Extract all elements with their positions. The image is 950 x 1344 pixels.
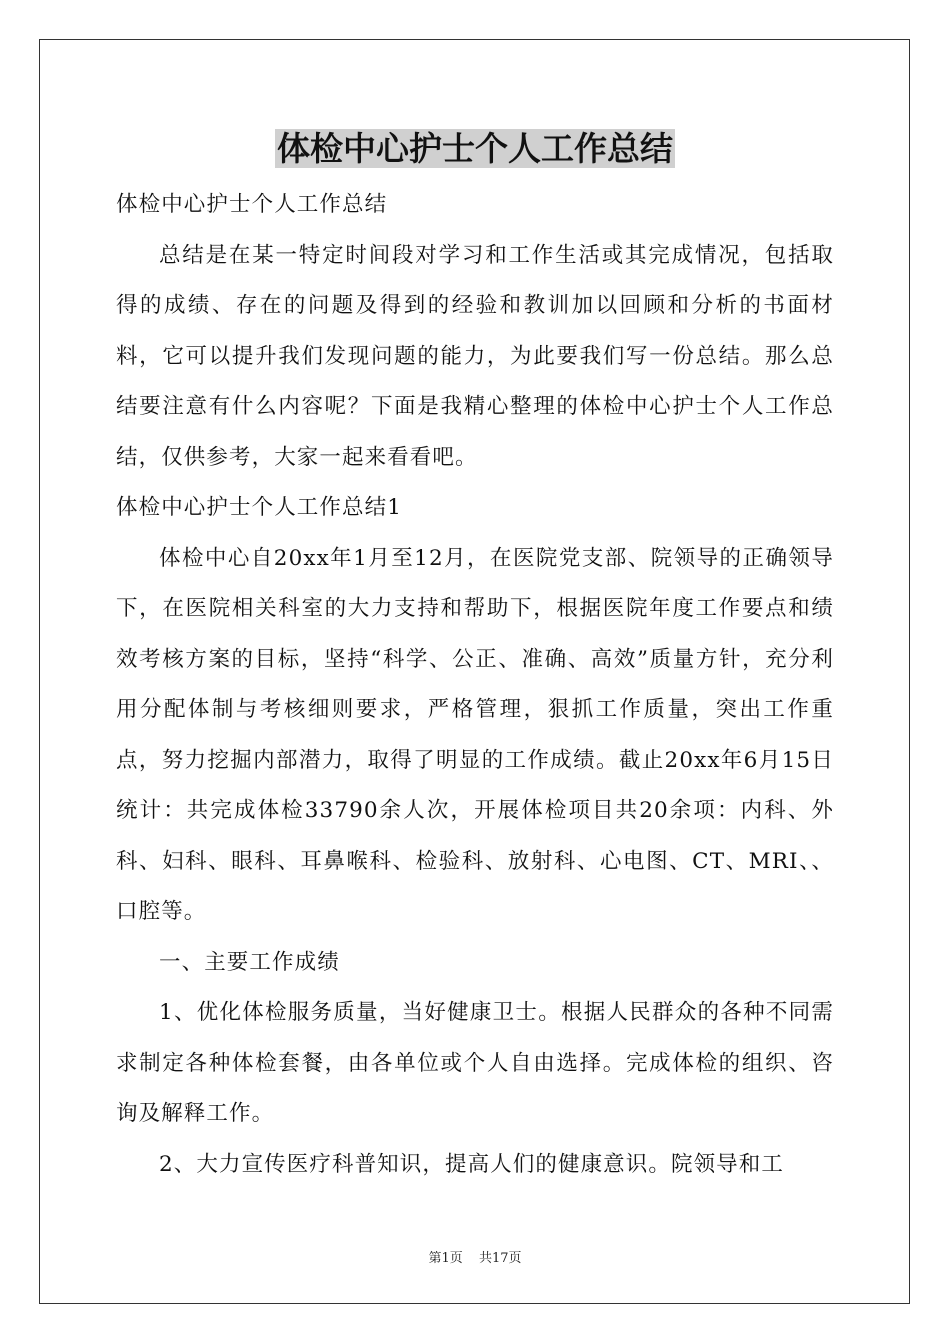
paragraph-5: 1、优化体检服务质量，当好健康卫士。根据人民群众的各种不同需求制定各种体检套餐，由各单位或个人自由选择。完成体检的组织、咨询及解释工作。	[116, 1000, 834, 1126]
page-number: 第1页	[428, 1251, 463, 1266]
paragraph-6: 2、大力宣传医疗科普知识，提高人们的健康意识。院领导和工	[159, 1151, 784, 1177]
document-title-text: 体检中心护士个人工作总结	[277, 129, 673, 168]
document-title	[0, 126, 950, 172]
paragraph-4: 一、主要工作成绩	[159, 949, 340, 975]
paragraph-2: 体检中心护士个人工作总结1	[116, 495, 402, 520]
paragraph-3: 体检中心自20xx年1月至12月，在医院党支部、院领导的正确领导下，在医院相关科室的大力支持和帮助下，根据医院年度工作要点和绩效考核方案的目标，坚持“科学、公正、准确、高效”质量方针，充分利用分配体制与考核细则要求，严格管理，狠抓工作质量，突出工作重点，努力挖掘内部潜力，取得了明显的工作成绩。截止20xx年6月15日统计：共完成体检33790余人次，开展体检项目共20余项：内科、外科、妇科、眼科、耳鼻喉科、检验科、放射科、心电图、CT、MRI、、口腔等。	[116, 545, 834, 924]
page-footer	[0, 1247, 950, 1266]
paragraph-0: 体检中心护士个人工作总结	[116, 192, 388, 217]
page-total: 共17页	[478, 1251, 522, 1266]
paragraph-1: 总结是在某一特定时间段对学习和工作生活或其完成情况，包括取得的成绩、存在的问题及得到的经验和教训加以回顾和分析的书面材料，它可以提升我们发现问题的能力，为此要我们写一份总结。那么总结要注意有什么内容呢？下面是我精心整理的体检中心护士个人工作总结，仅供参考，大家一起来看看吧。	[116, 242, 834, 470]
document-body	[116, 180, 834, 1190]
